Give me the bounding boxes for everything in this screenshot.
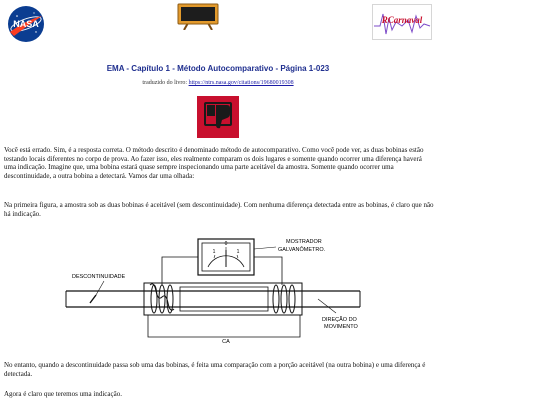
chalkboard-icon[interactable]	[176, 3, 220, 30]
discontinuity-label: DESCONTINUIDADE	[72, 274, 126, 280]
thumbs-down-icon[interactable]	[197, 96, 239, 138]
self-comparison-diagram	[64, 233, 374, 345]
direction-label-2: MOVIMENTO	[324, 324, 358, 330]
nasa-logo-text: NASA	[13, 19, 39, 29]
rcarnaval-logo-text: RCarnaval	[381, 15, 423, 25]
nasa-logo	[6, 4, 46, 44]
scale-right: 1	[236, 249, 240, 255]
galvanometer-dial	[198, 239, 254, 275]
left-coil	[150, 284, 174, 313]
galvanometer-label-2: GALVANÔMETRO.	[278, 247, 326, 253]
discontinuity-mark	[90, 295, 96, 303]
source-note	[0, 80, 436, 86]
test-rod	[66, 291, 360, 307]
source-link[interactable]: https://ntrs.nasa.gov/citations/19680019308	[188, 80, 294, 86]
right-coil	[273, 285, 295, 313]
scale-left: 1	[212, 249, 216, 255]
scale-center: 0	[224, 241, 228, 247]
page-title: EMA - Capítulo 1 - Método Autocomparativo - Página 1-023	[106, 64, 330, 73]
paragraph-indication: Agora é claro que teremos uma indicação.	[4, 390, 122, 398]
paragraph-first-figure: Na primeira figura, a amostra sob as duas bobinas é aceitável (sem descontinuidade). Com nenhuma diferença detectada entre as bobinas, é claro que não há indicação.	[4, 201, 434, 218]
paragraph-answer: Você está errado. Sim, é a resposta correta. O método descrito é denominado método de autocomparativo. Como você pode ver, as duas bobinas estão testando locais diferentes no corpo de prova. Ao fazer isso, eles realmente comparam os dois lugares e somente quando ocorrer uma diferença haverá uma indicação. Imagine que, uma bobina estará quase sempre inspecionando uma parte aceitável da amostra. Somente quando ocorrer uma descontinuidade, a outra bobina a detectará. Vamos dar uma olhada:	[4, 146, 424, 180]
paragraph-discontinuity: No entanto, quando a descontinuidade passa sob uma das bobinas, é feita uma comparação com a porção aceitável (na outra bobina) e uma diferença é detectada.	[4, 361, 426, 378]
rcarnaval-logo	[372, 4, 432, 40]
direction-label-1: DIREÇÃO DO	[322, 317, 357, 323]
source-prefix: traduzido do livro:	[142, 80, 188, 86]
ac-label: CA	[222, 339, 230, 345]
galvanometer-label-1: MOSTRADOR	[286, 239, 322, 245]
